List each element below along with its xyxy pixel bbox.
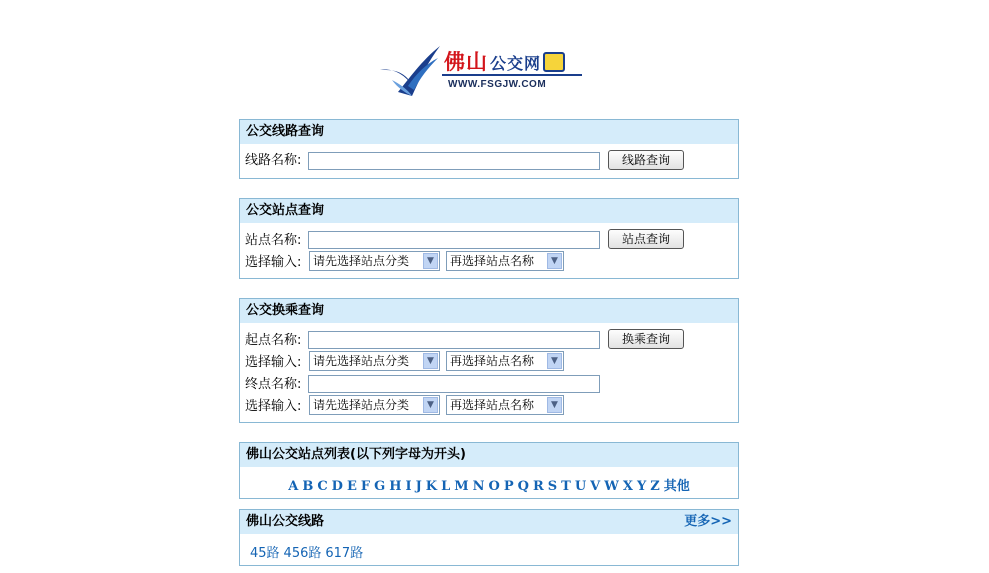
stop-search-title: 公交站点查询	[240, 199, 738, 223]
start-category-select[interactable]	[309, 351, 440, 371]
start-name-label: 起点名称:	[245, 333, 302, 348]
route-search-button[interactable]: 线路查询	[608, 150, 684, 170]
letter-link[interactable]: E	[346, 479, 357, 494]
logo-title: 佛山 公交网	[444, 46, 565, 76]
letter-link[interactable]: Y	[636, 479, 647, 494]
letter-link[interactable]: Z	[650, 479, 660, 494]
end-stop-select[interactable]	[446, 395, 564, 415]
letter-link[interactable]: W	[604, 479, 619, 494]
route-list-panel	[239, 509, 739, 566]
letter-link[interactable]: U	[574, 479, 587, 494]
logo-bird-icon	[378, 40, 448, 100]
start-name-input[interactable]	[308, 331, 600, 349]
stop-search-panel	[239, 198, 739, 279]
route-list-title: 佛山公交线路	[246, 514, 325, 529]
logo-divider	[442, 74, 582, 76]
end-name-input[interactable]	[308, 375, 600, 393]
stop-category-select[interactable]	[309, 251, 440, 271]
letter-link[interactable]: F	[360, 479, 371, 494]
stop-name-input[interactable]	[308, 231, 600, 249]
start-select-row	[245, 353, 301, 373]
letter-link[interactable]: D	[331, 479, 343, 494]
letter-link[interactable]: I	[405, 479, 412, 494]
start-stop-select-value: 再选择站点名称	[450, 354, 535, 368]
end-select-row	[245, 397, 301, 417]
route-link[interactable]: 617路	[325, 546, 364, 561]
start-name-row	[245, 331, 301, 351]
chevron-down-icon[interactable]: ▼	[547, 353, 562, 369]
letter-link[interactable]: A	[288, 479, 299, 494]
stop-category-select-value: 请先选择站点分类	[313, 254, 410, 268]
stop-name-label: 站点名称:	[245, 233, 302, 248]
letter-link[interactable]: X	[622, 479, 633, 494]
route-links	[250, 542, 367, 561]
end-stop-select-value: 再选择站点名称	[450, 398, 535, 412]
stop-list-title: 佛山公交站点列表(以下列字母为开头)	[240, 443, 738, 467]
route-link[interactable]: 456路	[283, 546, 322, 561]
end-name-row	[245, 375, 301, 395]
chevron-down-icon[interactable]: ▼	[423, 353, 438, 369]
start-category-select-value: 请先选择站点分类	[313, 354, 410, 368]
chevron-down-icon[interactable]: ▼	[423, 397, 438, 413]
chevron-down-icon[interactable]: ▼	[547, 397, 562, 413]
route-list-header	[240, 510, 738, 534]
letter-link[interactable]: G	[374, 479, 386, 494]
route-name-label: 线路名称:	[245, 153, 302, 168]
route-search-title: 公交线路查询	[240, 120, 738, 144]
site-logo[interactable]	[378, 40, 588, 100]
end-category-select-value: 请先选择站点分类	[313, 398, 410, 412]
letter-link[interactable]: V	[590, 479, 601, 494]
route-search-panel	[239, 119, 739, 179]
stop-select-row	[245, 253, 301, 273]
more-routes-link[interactable]: 更多>>	[684, 514, 732, 529]
logo-badge-icon	[543, 52, 565, 72]
letter-link[interactable]: M	[454, 479, 469, 494]
end-select-label: 选择输入:	[245, 399, 302, 414]
letter-link[interactable]: R	[532, 479, 544, 494]
letter-link[interactable]: J	[415, 479, 422, 494]
letter-link[interactable]: C	[317, 479, 328, 494]
start-stop-select[interactable]	[446, 351, 564, 371]
letter-index	[240, 475, 738, 494]
letter-link[interactable]: H	[389, 479, 402, 494]
transfer-search-panel	[239, 298, 739, 423]
stop-name-select-value: 再选择站点名称	[450, 254, 535, 268]
end-category-select[interactable]	[309, 395, 440, 415]
letter-link[interactable]: B	[302, 479, 314, 494]
letter-link[interactable]: O	[488, 479, 500, 494]
start-select-label: 选择输入:	[245, 355, 302, 370]
letter-link-other[interactable]: 其他	[663, 479, 690, 494]
route-name-input[interactable]	[308, 152, 600, 170]
chevron-down-icon[interactable]: ▼	[423, 253, 438, 269]
chevron-down-icon[interactable]: ▼	[547, 253, 562, 269]
transfer-search-button[interactable]: 换乘查询	[608, 329, 684, 349]
route-link[interactable]: 45路	[250, 546, 280, 561]
logo-url: WWW.FSGJW.COM	[448, 79, 547, 90]
route-name-row	[245, 151, 301, 171]
letter-link[interactable]: L	[441, 479, 451, 494]
logo-subtitle: 公交网	[490, 54, 542, 73]
stop-select-label: 选择输入:	[245, 255, 302, 270]
letter-link[interactable]: N	[472, 479, 485, 494]
letter-link[interactable]: K	[425, 479, 438, 494]
end-name-label: 终点名称:	[245, 377, 302, 392]
stop-name-row	[245, 231, 301, 251]
stop-name-select[interactable]	[446, 251, 564, 271]
letter-link[interactable]: T	[561, 479, 571, 494]
letter-link[interactable]: S	[547, 479, 558, 494]
transfer-search-title: 公交换乘查询	[240, 299, 738, 323]
letter-link[interactable]: P	[503, 479, 514, 494]
stop-search-button[interactable]: 站点查询	[608, 229, 684, 249]
stop-list-panel	[239, 442, 739, 499]
letter-link[interactable]: Q	[517, 479, 529, 494]
